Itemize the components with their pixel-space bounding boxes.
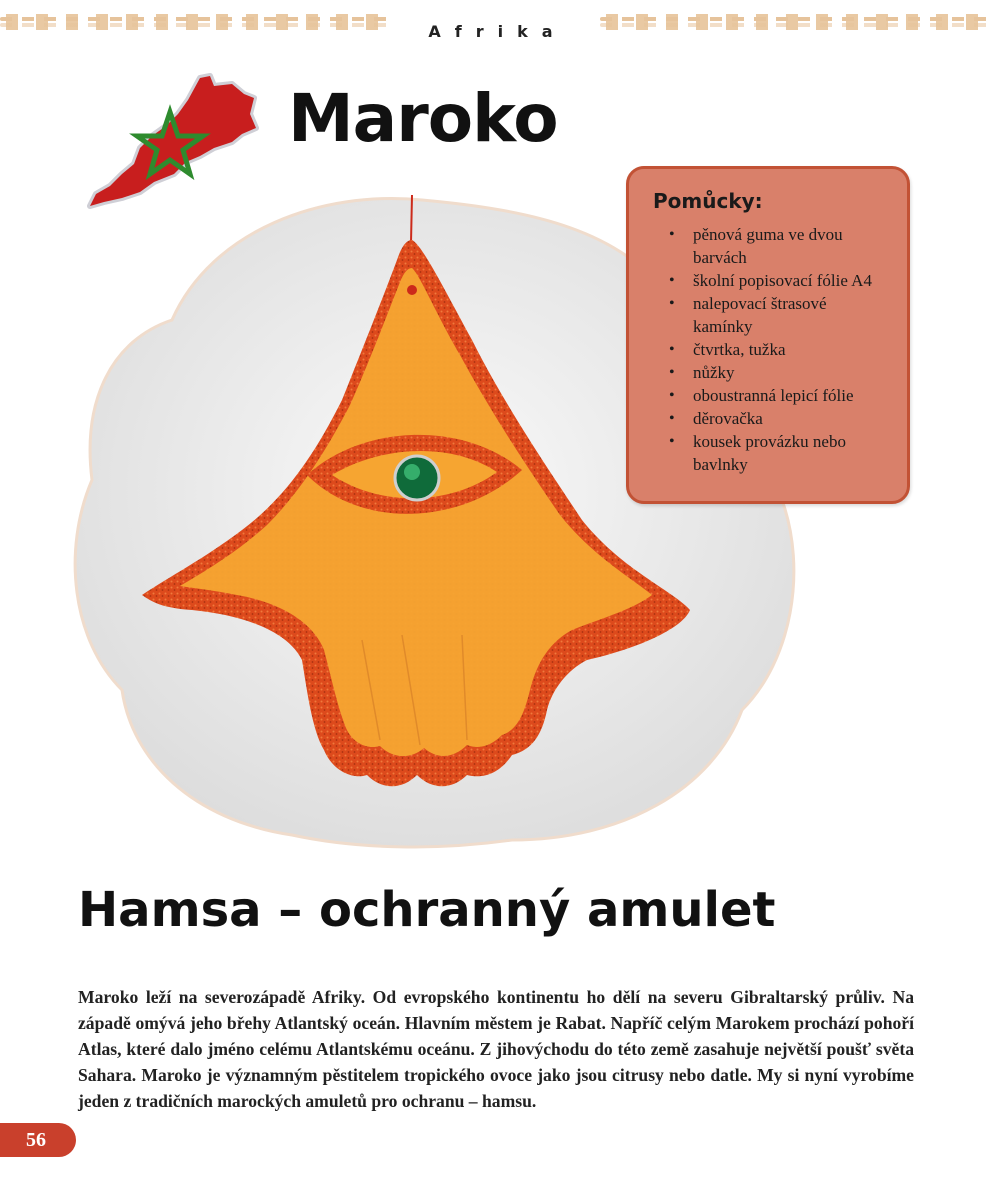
list-item: • kousek provázku nebo bavlnky <box>669 430 889 476</box>
list-item: • děrovačka <box>669 407 889 430</box>
materials-list <box>653 223 889 476</box>
list-item: • nalepovací štrasové kamínky <box>669 292 889 338</box>
header-decoration-left <box>0 14 395 30</box>
list-item: • nůžky <box>669 361 889 384</box>
list-item: • oboustranná lepicí fólie <box>669 384 889 407</box>
section-title: Afrika <box>428 22 567 41</box>
materials-title: Pomůcky: <box>653 189 763 213</box>
list-item: • školní popisovací fólie A4 <box>669 269 889 292</box>
page-number-badge: 56 <box>0 1123 76 1157</box>
country-title: Maroko <box>288 80 558 157</box>
project-title: Hamsa – ochranný amulet <box>78 882 776 938</box>
list-item: • čtvrtka, tužka <box>669 338 889 361</box>
intro-paragraph: Maroko leží na severozápadě Afriky. Od evropského kontinentu ho dělí na severu Gibraltarský průliv. Na západě omývá jeho břehy Atlantský oceán. Hlavním městem je Rabat. Napříč celým Marokem prochází pohoří Atlas, které dalo jméno celému Atlantskému oceánu. Z jihovýchodu do této země zasahuje největší poušť světa Sahara. Maroko je významným pěstitelem tropického ovoce jako jsou citrusy nebo datle. My si nyní vyrobíme jeden z tradičních marockých amuletů pro ochranu – hamsu. <box>78 986 914 1111</box>
header-decoration-right <box>600 14 988 30</box>
materials-box <box>626 166 910 504</box>
list-item: • pěnová guma ve dvou barvách <box>669 223 889 269</box>
